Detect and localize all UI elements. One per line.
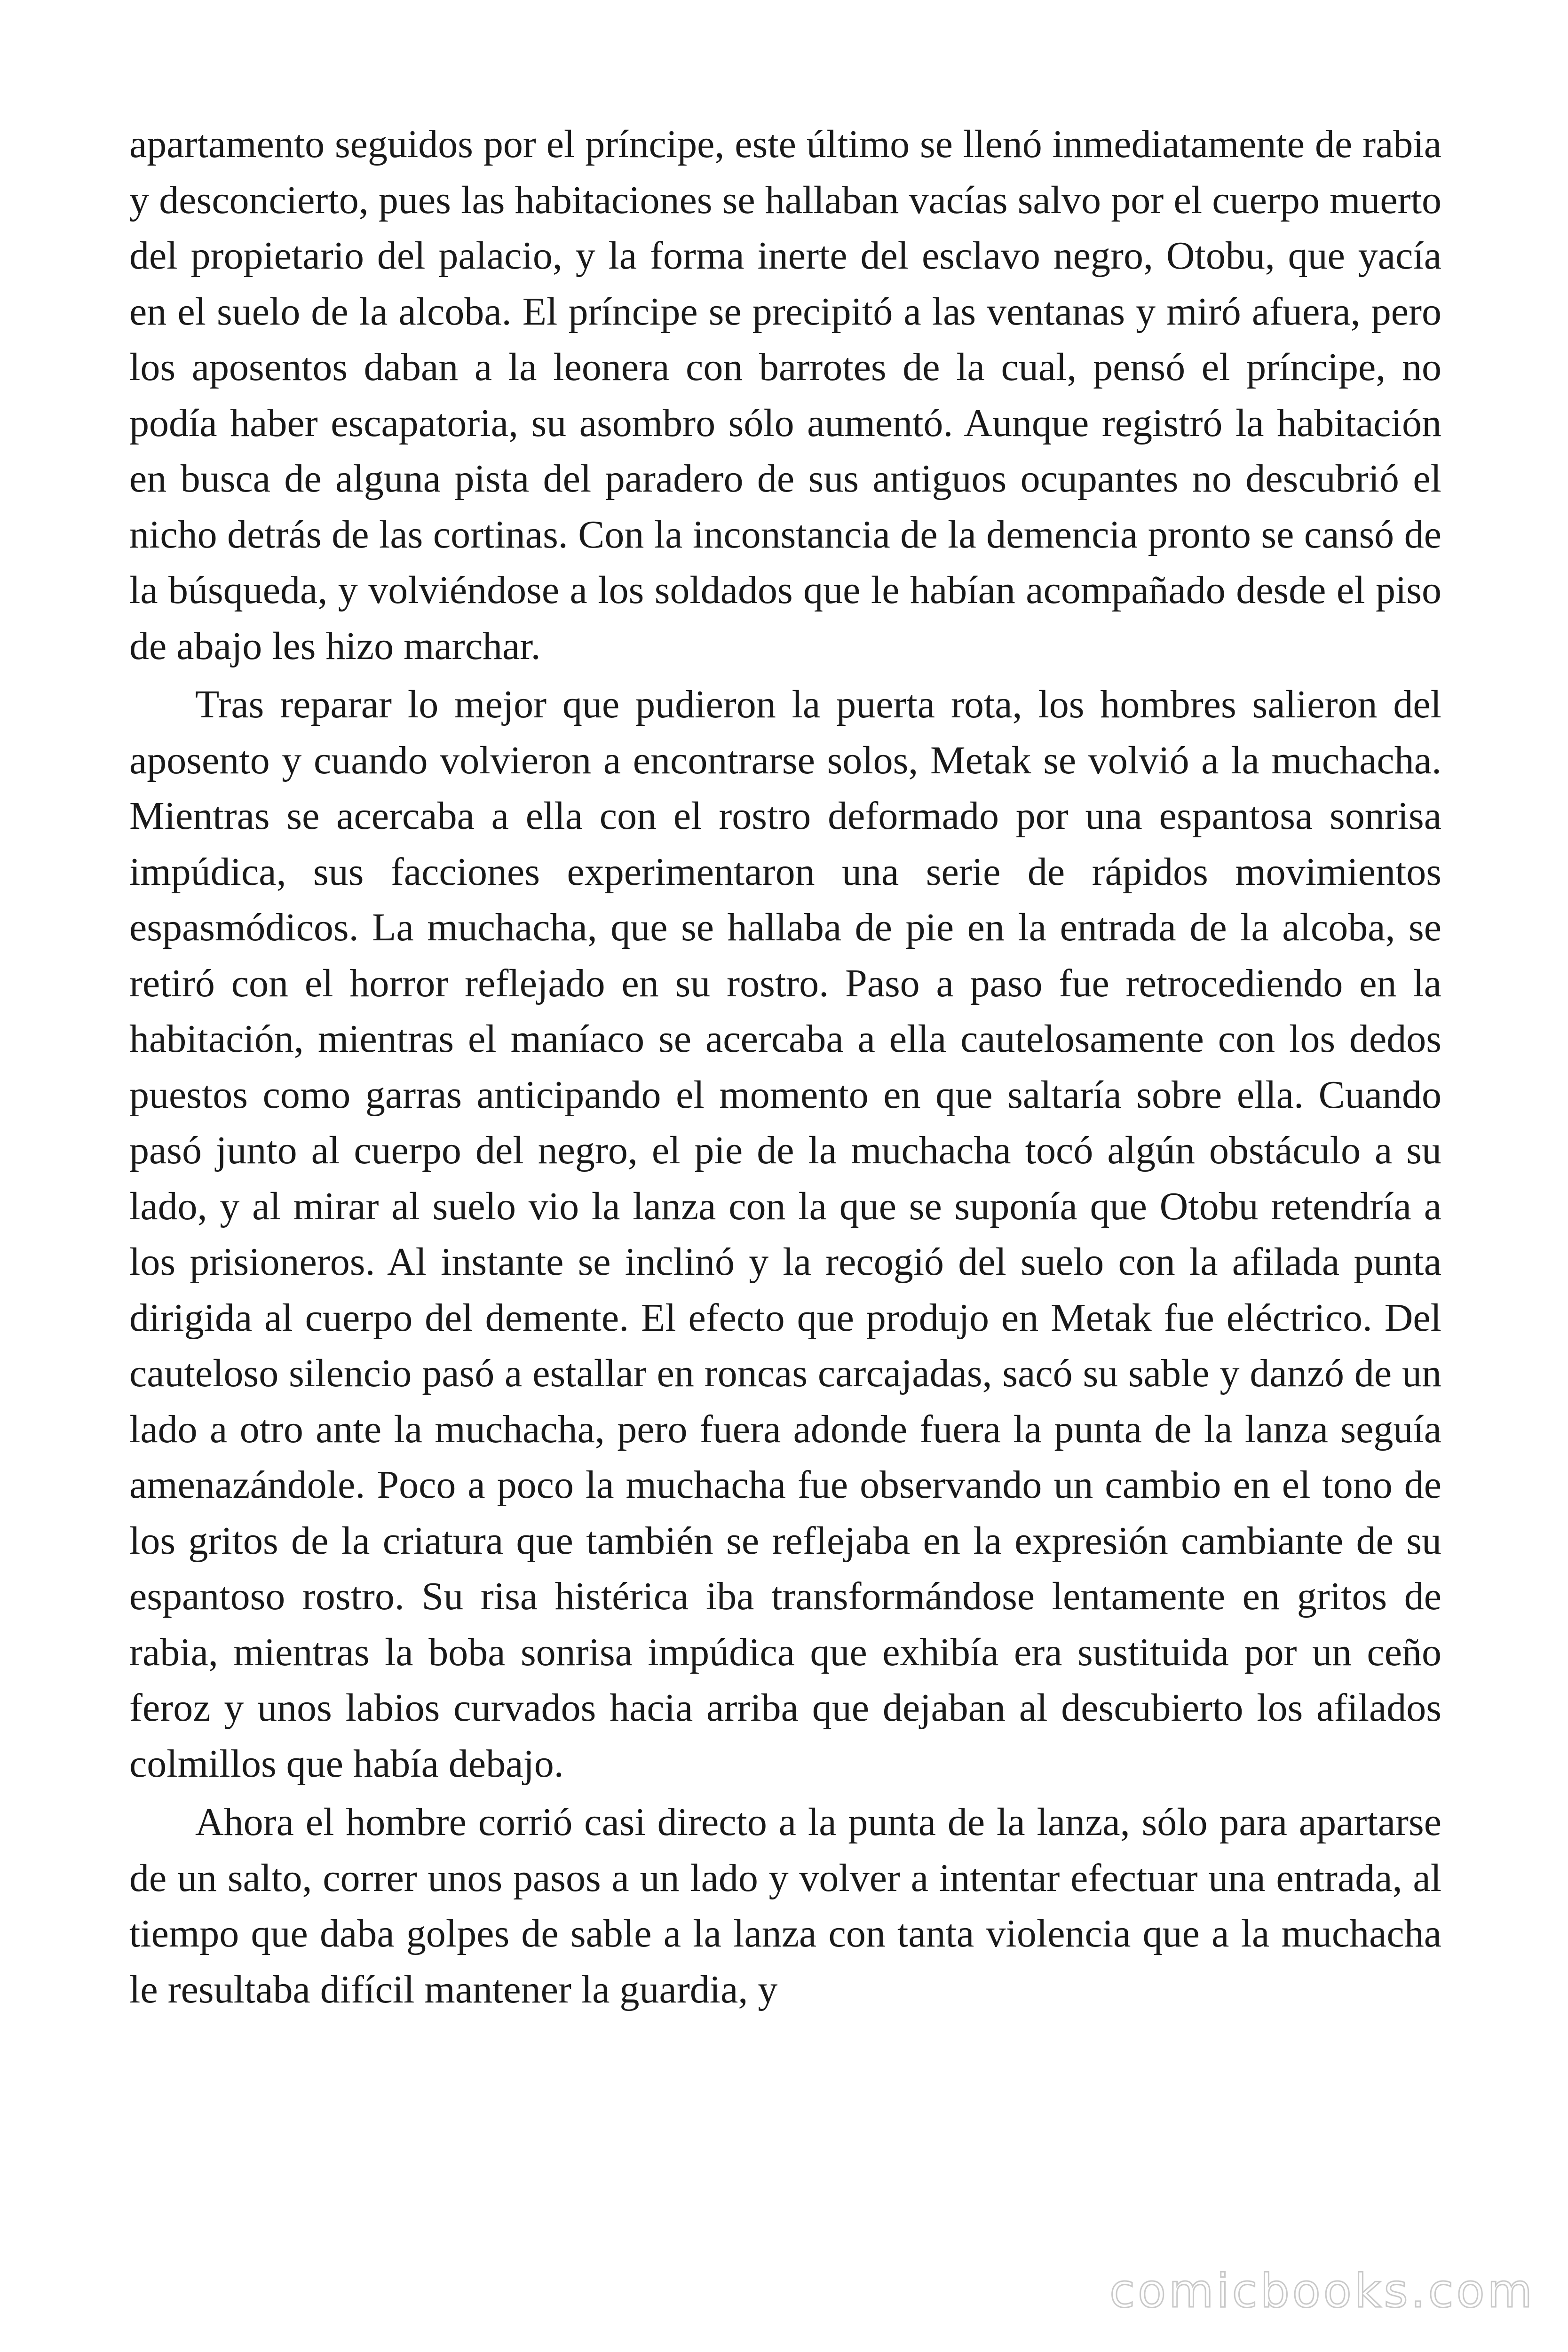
paragraph-2: Tras reparar lo mejor que pudieron la puerta rota, los hombres salieron del aposento y cuando volvieron a encontrarse solos, Metak se volvió a la muchacha. Mientras se acercaba a ella con el rostro deformado por una espantosa sonrisa impúdica, sus facciones experimentaron una serie de rápidos movimientos espasmódicos. La muchacha, que se hallaba de pie en la entrada de la alcoba, se retiró con el horror reflejado en su rostro. Paso a paso fue retrocediendo en la habitación, mientras el maníaco se acercaba a ella cautelosamente con los dedos puestos como garras anticipando el momento en que saltaría sobre ella. Cuando pasó junto al cuerpo del negro, el pie de la muchacha tocó algún obstáculo a su lado, y al mirar al suelo vio la lanza con la que se suponía que Otobu retendría a los prisioneros. Al instante se inclinó y la recogió del suelo con la afilada punta dirigida al cuerpo del demente. El efecto que produjo en Metak fue eléctrico. Del cauteloso silencio pasó a estallar en roncas carcajadas, sacó su sable y danzó de un lado a otro ante la muchacha, pero fuera adonde fuera la punta de la lanza seguía amenazándole. Poco a poco la muchacha fue observando un cambio en el tono de los gritos de la criatura que también se reflejaba en la expresión cambiante de su espantoso rostro. Su risa histérica iba transformándose lentamente en gritos de rabia, mientras la boba sonrisa impúdica que exhibía era sustituida por un ceño feroz y unos labios curvados hacia arriba que dejaban al descubierto los afilados colmillos que había debajo. xyxy=(129,683,1441,1786)
site-watermark: comicbooks.com xyxy=(1109,2265,1535,2318)
paragraph-3: Ahora el hombre corrió casi directo a la punta de la lanza, sólo para apartarse de un salto, correr unos pasos a un lado y volver a intentar efectuar una entrada, al tiempo que daba golpes de sable a la lanza con tanta violencia que a la muchacha le resultaba difícil mantener la guardia, y xyxy=(129,1800,1441,2011)
paragraph-1: apartamento seguidos por el príncipe, este último se llenó inmediatamente de rabia y desconcierto, pues las habitaciones se hallaban vacías salvo por el cuerpo muerto del propietario del palacio, y la forma inerte del esclavo negro, Otobu, que yacía en el suelo de la alcoba. El príncipe se precipitó a las ventanas y miró afuera, pero los aposentos daban a la leonera con barrotes de la cual, pensó el príncipe, no podía haber escapatoria, su asombro sólo aumentó. Aunque registró la habitación en busca de alguna pista del paradero de sus antiguos ocupantes no descubrió el nicho detrás de las cortinas. Con la inconstancia de la demencia pronto se cansó de la búsqueda, y volviéndose a los soldados que le habían acompañado desde el piso de abajo les hizo marchar. xyxy=(129,122,1441,668)
body-text xyxy=(129,117,1441,2018)
